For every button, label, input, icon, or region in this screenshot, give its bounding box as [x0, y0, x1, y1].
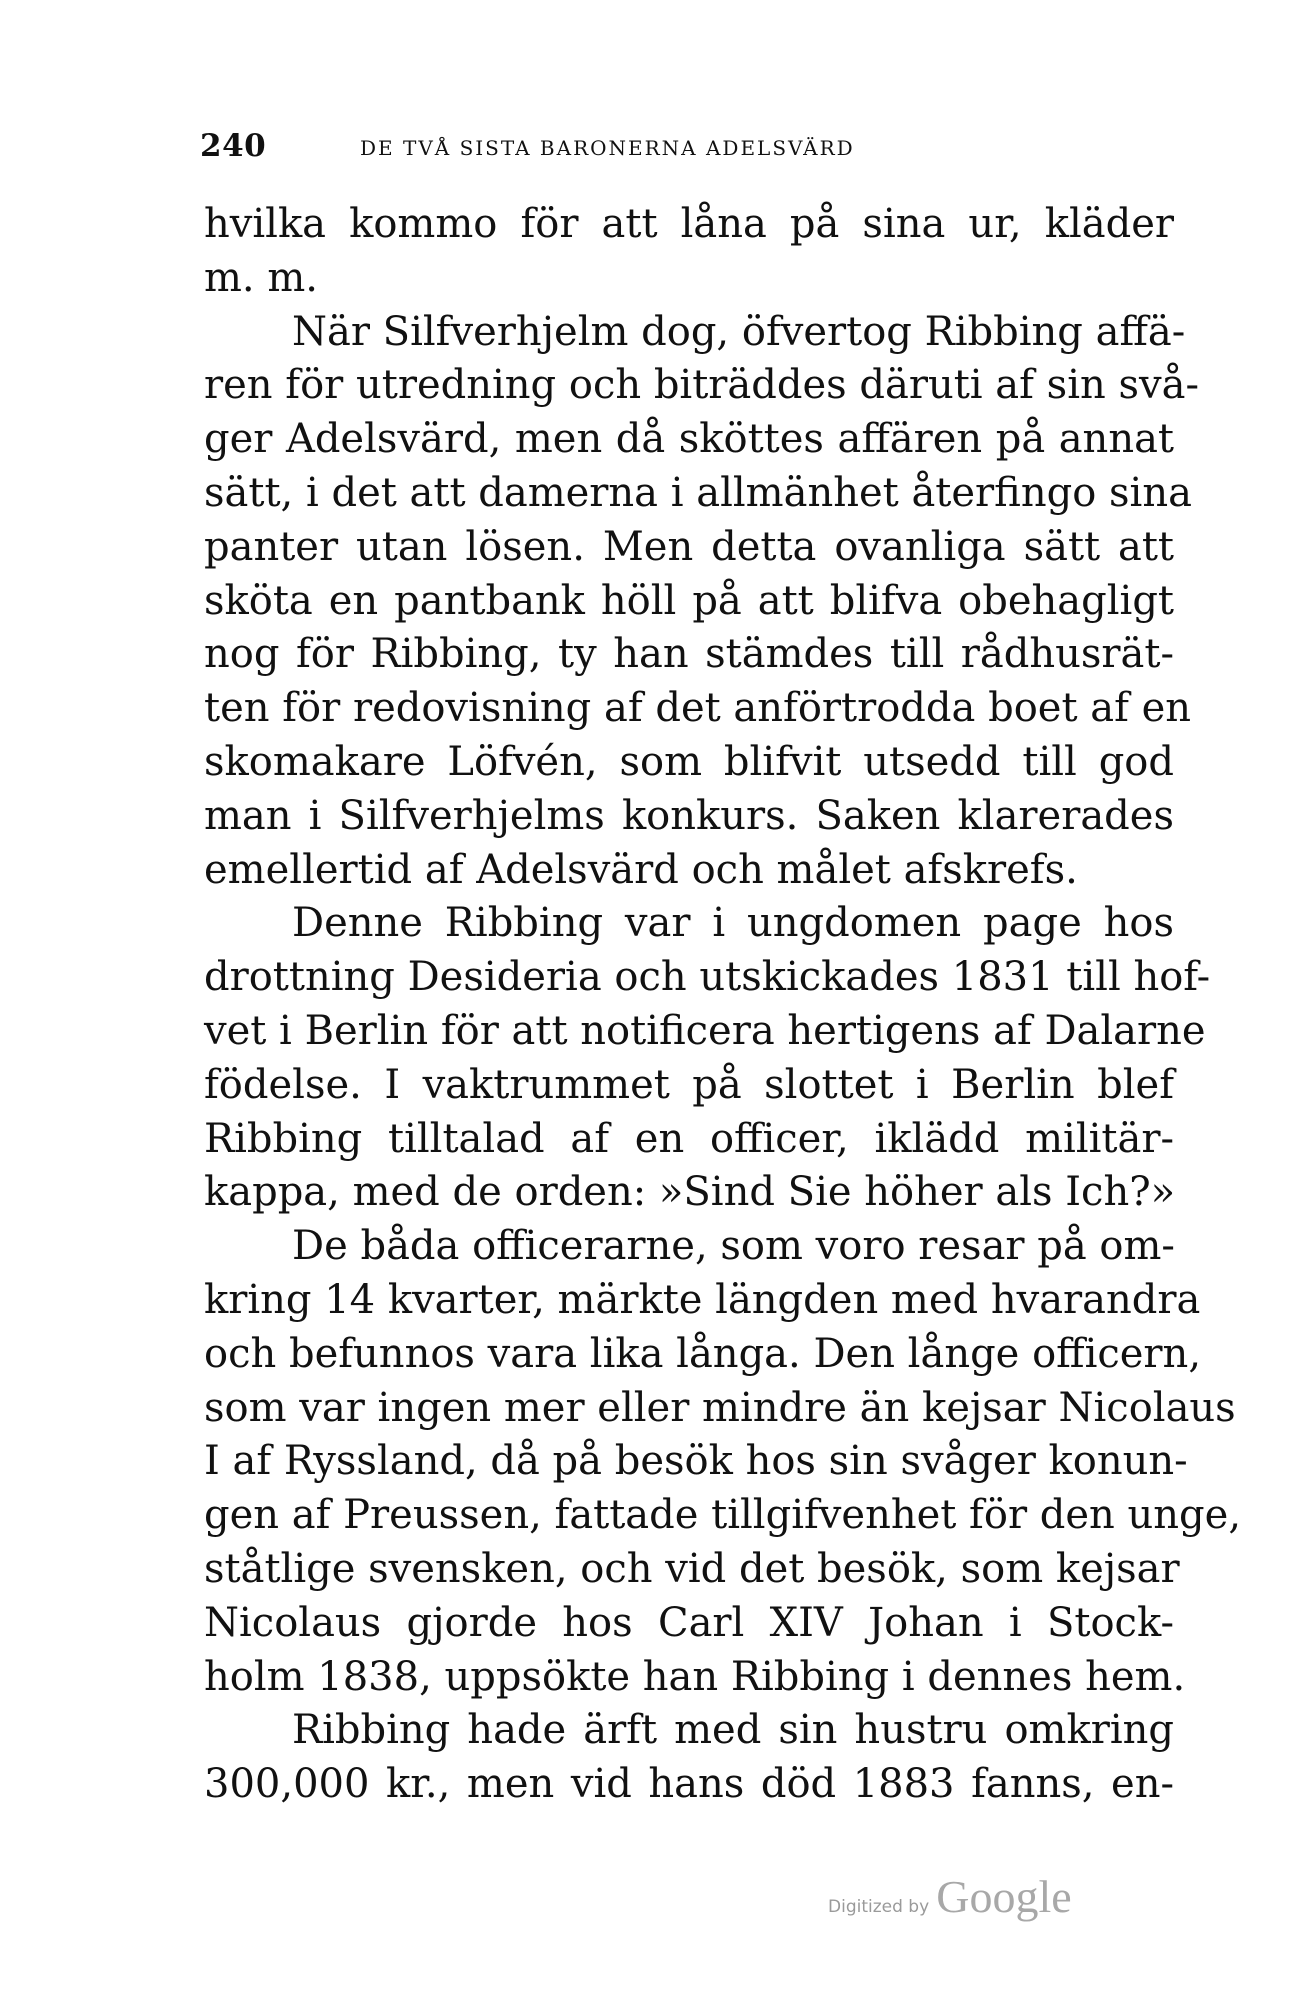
text-line: skomakare Löfvén, som blifvit utsedd till god [204, 738, 1174, 785]
digitized-watermark [828, 1870, 1072, 1930]
text-line: ståtlige svensken, och vid det besök, som kejsar [204, 1545, 1180, 1592]
text-line: kappa, med de orden: »Sind Sie höher als Ich?» [204, 1169, 1176, 1216]
text-line: vet i Berlin för att notificera hertigens af Dalarne [204, 1007, 1206, 1054]
page-header [200, 128, 1100, 168]
text-line: m. m. [204, 254, 319, 301]
text-line: panter utan lösen. Men detta ovanliga sätt att [204, 523, 1174, 570]
text-line: 300,000 kr., men vid hans död 1883 fanns, en- [204, 1761, 1174, 1808]
text-line: Nicolaus gjorde hos Carl XIV Johan i Stock- [204, 1599, 1174, 1646]
running-title: DE TVÅ SISTA BARONERNA ADELSVÄRD [360, 136, 855, 160]
text-line: som var ingen mer eller mindre än kejsar Nicolaus [204, 1384, 1236, 1431]
text-line: ren för utredning och biträddes däruti af sin svå- [204, 362, 1199, 409]
body-text [204, 198, 1242, 1812]
text-line: De båda officerarne, som voro resar på om- [292, 1223, 1175, 1270]
text-line: hvilka kommo för att låna på sina ur, kläder [204, 201, 1174, 247]
text-line: och befunnos vara lika långa. Den långe officern, [204, 1330, 1202, 1377]
text-line: födelse. I vaktrummet på slottet i Berlin blef [204, 1061, 1174, 1108]
text-line: Ribbing hade ärft med sin hustru omkring [292, 1707, 1174, 1754]
text-line: Ribbing tilltalad af en officer, iklädd militär- [204, 1115, 1174, 1162]
text-line: holm 1838, uppsökte han Ribbing i dennes hem. [204, 1653, 1186, 1700]
text-line: sköta en pantbank höll på att blifva obehagligt [204, 577, 1174, 624]
page-number: 240 [200, 128, 267, 164]
text-line: kring 14 kvarter, märkte längden med hvarandra [204, 1276, 1201, 1323]
text-line: Denne Ribbing var i ungdomen page hos [292, 900, 1174, 947]
text-line: nog för Ribbing, ty han stämdes till rådhusrät- [204, 631, 1174, 678]
text-line: man i Silfverhjelms konkurs. Saken klarerades [204, 792, 1174, 839]
text-line: I af Ryssland, då på besök hos sin svåger konun- [204, 1438, 1188, 1485]
text-line: När Silfverhjelm dog, öfvertog Ribbing affä- [292, 308, 1186, 355]
text-line: ten för redovisning af det anförtrodda boet af en [204, 685, 1192, 732]
text-line: sätt, i det att damerna i allmänhet återfingo sina [204, 469, 1192, 516]
google-logo: Google [936, 1871, 1072, 1922]
watermark-prefix: Digitized by [828, 1897, 930, 1917]
text-line: ger Adelsvärd, men då sköttes affären på annat [204, 416, 1174, 463]
text-line: drottning Desideria och utskickades 1831 till hof- [204, 954, 1211, 1001]
text-line: emellertid af Adelsvärd och målet afskrefs. [204, 846, 1078, 893]
text-line: gen af Preussen, fattade tillgifvenhet för den unge, [204, 1492, 1242, 1539]
